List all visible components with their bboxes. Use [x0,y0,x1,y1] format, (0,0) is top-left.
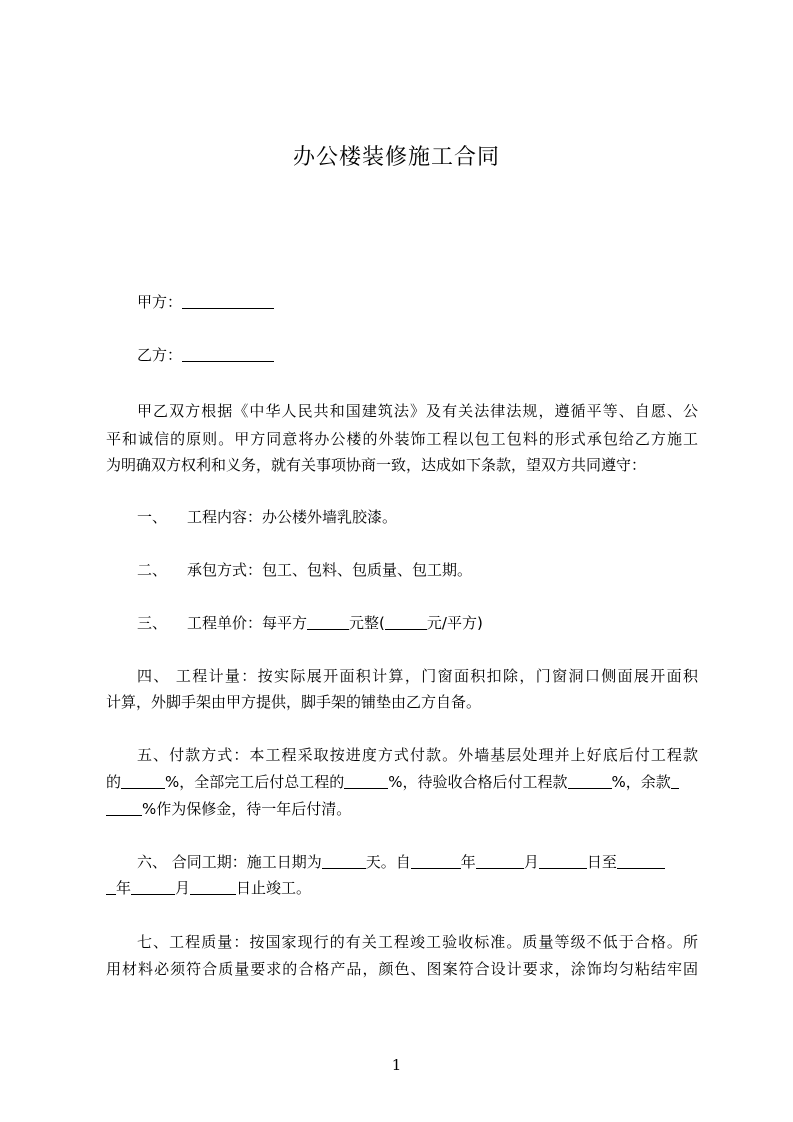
party-a-line [137,292,274,312]
clause-3-text-2: 元整( [349,614,385,632]
clause-2 [137,560,472,580]
clause-6-text-f: 年 [116,879,132,897]
party-a-label: 甲方： [137,293,183,311]
unit-price-blank-2 [385,613,427,630]
payment-percent-blank-4b [106,799,142,816]
clause-4-line-2: 计算，外脚手架由甲方提供，脚手架的铺垫由乙方自备。 [106,693,482,711]
clause-5-text-b: %，全部完工后付总工程的 [165,773,345,791]
party-b-label: 乙方： [137,346,183,364]
clause-5-text-d: %，余款 [611,773,671,791]
clause-1-text: 工程内容：办公楼外墙乳胶漆。 [187,508,398,526]
clause-6-text-d: 月 [523,853,539,871]
end-year-blank-b [106,878,116,895]
end-day-blank [190,878,236,895]
clause-5-text-c: %，待验收合格后付工程款 [388,773,568,791]
end-year-blank-a [617,852,665,869]
preamble-line-1: 甲乙双方根据《中华人民共和国建筑法》及有关法律法规，遵循平等、自愿、公 [137,402,698,420]
clause-6-line-1 [137,852,665,872]
payment-percent-blank-3 [568,772,612,789]
clause-6-text-e: 日至 [586,853,617,871]
page-number: 1 [391,1056,402,1074]
clause-3-number: 三、 [137,614,168,632]
start-year-blank [411,852,461,869]
clause-3-text-3: 元/平方) [426,614,483,632]
start-month-blank [476,852,524,869]
clause-6-line-2 [106,878,311,898]
clause-2-number: 二、 [137,561,168,579]
clause-7-line-2: 用材料必须符合质量要求的合格产品，颜色、图案符合设计要求，涂饰均匀粘结牢固 [106,960,698,978]
duration-days-blank [322,852,366,869]
clause-5-text-e: %作为保修金，待一年后付清。 [142,800,352,818]
clause-7-line-1: 七、工程质量：按国家现行的有关工程竣工验收标准。质量等级不低于合格。所 [137,933,698,951]
clause-3 [137,613,483,633]
clause-3-text-1: 工程单价：每平方 [187,614,308,632]
party-b-line [137,345,274,365]
clause-6-text-b: 天。自 [365,853,411,871]
clause-6-text-g: 月 [175,879,191,897]
page-title: 办公楼装修施工合同 [292,145,500,170]
clause-6-text-c: 年 [460,853,476,871]
payment-percent-blank-1 [121,772,165,789]
payment-percent-blank-4a [671,772,679,789]
end-month-blank [131,878,175,895]
party-a-blank [182,292,274,309]
preamble-line-2: 平和诚信的原则。甲方同意将办公楼的外装饰工程以包工包料的形式承包给乙方施工 [106,430,698,448]
clause-5-text-a: 的 [106,773,122,791]
payment-percent-blank-2 [344,772,388,789]
clause-4-line-1: 四、 工程计量：按实际展开面积计算，门窗面积扣除，门窗洞口侧面展开面积 [137,667,698,685]
clause-5-line-3 [106,799,351,819]
clause-5-line-2 [106,772,679,792]
start-day-blank [539,852,587,869]
clause-1 [137,507,397,527]
party-b-blank [182,345,274,362]
clause-1-number: 一、 [137,508,168,526]
clause-5-line-1: 五、付款方式：本工程采取按进度方式付款。外墙基层处理并上好底后付工程款 [137,746,698,764]
unit-price-blank [307,613,349,630]
clause-6-text-a: 六、 合同工期：施工日期为 [137,853,322,871]
clause-6-text-h: 日止竣工。 [236,879,312,897]
preamble-line-3: 为明确双方权利和义务，就有关事项协商一致，达成如下条款，望双方共同遵守： [106,456,647,474]
clause-2-text: 承包方式：包工、包料、包质量、包工期。 [187,561,473,579]
